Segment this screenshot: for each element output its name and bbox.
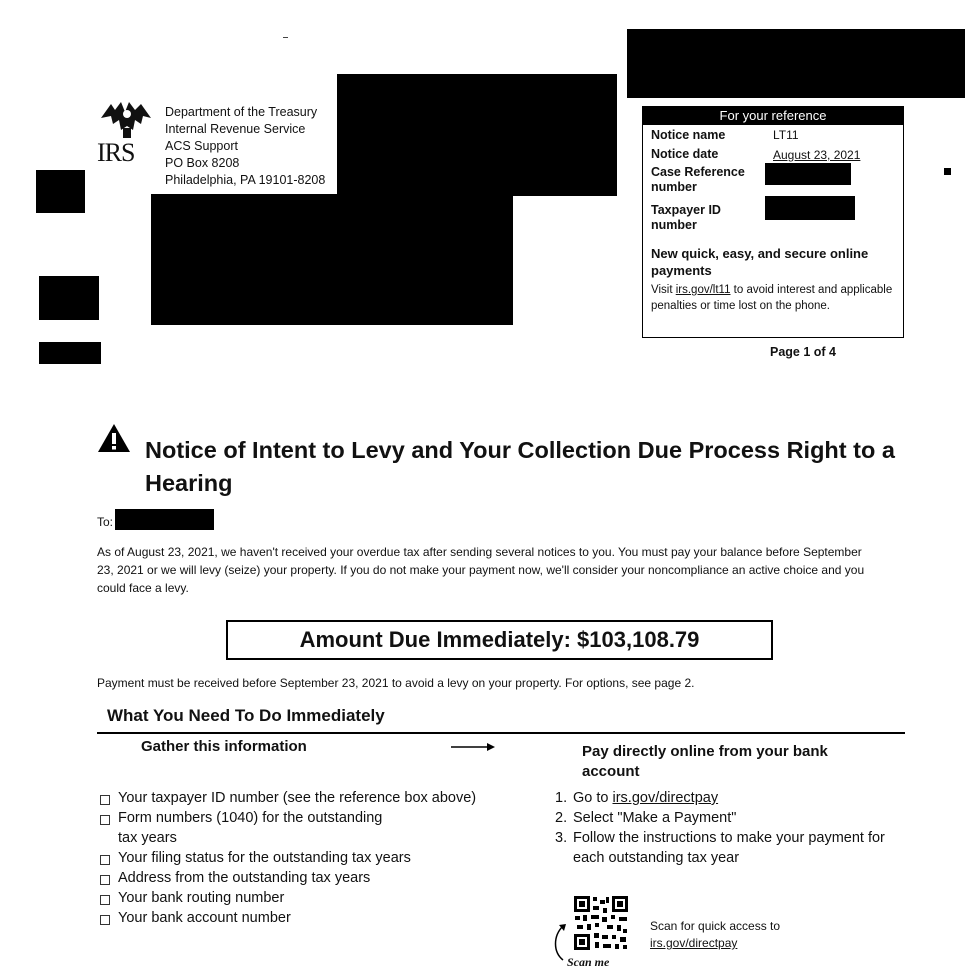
online-payments-text xyxy=(651,282,896,314)
step-item xyxy=(555,788,905,808)
scan-mark xyxy=(283,37,288,38)
scan-me-label: Scan me xyxy=(567,955,610,969)
redaction-block xyxy=(39,276,99,320)
address-line: Internal Revenue Service xyxy=(165,122,306,136)
checkbox-icon[interactable] xyxy=(100,915,110,925)
pay-online-heading: Pay directly online from your bank account xyxy=(582,743,828,780)
case-reference-label-line: Case Reference xyxy=(651,165,745,179)
directpay-link[interactable]: irs.gov/directpay xyxy=(612,790,719,806)
qr-code-icon[interactable] xyxy=(573,895,629,951)
checkbox-icon[interactable] xyxy=(100,815,110,825)
step-item xyxy=(555,808,905,828)
list-item xyxy=(100,808,520,848)
amount-due-box: Amount Due Immediately: $103,108.79 xyxy=(226,620,773,660)
list-item-text: Your taxpayer ID number (see the reference box above) xyxy=(118,790,477,806)
scan-instructions xyxy=(650,918,780,952)
list-item-text: Address from the outstanding tax years xyxy=(118,870,371,886)
reference-box xyxy=(642,106,904,338)
notice-title: Notice of Intent to Levy and Your Collection Due Process Right to a Hearing xyxy=(145,437,895,496)
taxpayer-id-label-line: number xyxy=(651,218,697,232)
address-line: ACS Support xyxy=(165,139,238,153)
section-title: What You Need To Do Immediately xyxy=(107,706,385,725)
step-number: 2. xyxy=(555,810,568,826)
redaction-block xyxy=(627,29,965,98)
eagle-icon xyxy=(97,100,157,140)
irs-logo xyxy=(97,100,157,170)
scan-dot xyxy=(944,168,951,175)
checkbox-icon[interactable] xyxy=(100,875,110,885)
scan-link[interactable]: irs.gov/directpay xyxy=(650,936,738,950)
online-payments-text-prefix: Visit xyxy=(651,284,676,296)
list-item xyxy=(100,888,520,908)
checkbox-icon[interactable] xyxy=(100,795,110,805)
step-text: Go to xyxy=(573,790,613,806)
step-text: Select "Make a Payment" xyxy=(573,810,737,826)
notice-name-label: Notice name xyxy=(651,128,726,142)
checkbox-icon[interactable] xyxy=(100,895,110,905)
step-number: 3. xyxy=(555,830,568,846)
address-line: Department of the Treasury xyxy=(165,105,318,119)
online-payments-text-suffix: to avoid interest and applicable penalties or time lost on the phone. xyxy=(651,284,893,312)
redaction-block xyxy=(765,163,851,185)
checkbox-icon[interactable] xyxy=(100,855,110,865)
taxpayer-id-label xyxy=(651,203,721,233)
redaction-block xyxy=(39,342,101,364)
list-item-text: Your bank account number xyxy=(118,910,291,926)
step-text: Follow the instructions to make your payment for each outstanding tax year xyxy=(573,830,885,866)
step-item xyxy=(555,828,905,868)
case-reference-label xyxy=(651,165,745,195)
list-item xyxy=(100,908,520,928)
section-divider xyxy=(97,732,905,734)
warning-icon xyxy=(97,423,131,453)
case-reference-label-line: number xyxy=(651,180,697,194)
list-item-text: Form numbers (1040) for the outstanding tax years xyxy=(118,810,383,846)
scan-text: Scan for quick access to xyxy=(650,919,781,933)
gather-checklist xyxy=(100,788,520,928)
payment-steps xyxy=(555,788,905,868)
payment-deadline-note: Payment must be received before September 23, 2021 to avoid a levy on your property. For options, see page 2. xyxy=(97,676,695,690)
online-payments-title: New quick, easy, and secure online payments xyxy=(651,246,869,278)
address-line: PO Box 8208 xyxy=(165,156,240,170)
list-item xyxy=(100,868,520,888)
sender-address xyxy=(165,104,325,189)
irs-lt11-link[interactable]: irs.gov/lt11 xyxy=(675,284,731,296)
gather-heading: Gather this information xyxy=(141,738,307,755)
redaction-block xyxy=(36,170,85,213)
redaction-block xyxy=(151,194,513,325)
notice-date-label: Notice date xyxy=(651,147,719,161)
list-item xyxy=(100,788,520,808)
redaction-block xyxy=(765,196,855,220)
redaction-block xyxy=(115,509,214,530)
right-arrow-icon xyxy=(451,740,495,754)
step-number: 1. xyxy=(555,790,568,806)
notice-date-value: August 23, 2021 xyxy=(773,148,861,162)
to-label: To: xyxy=(97,515,114,529)
intro-paragraph: As of August 23, 2021, we haven't received your overdue tax after sending several notices to you. You must pay your balance before September 23, 2021 or we will levy (seize) your property. If you do not make your payment now, we'll consider your noncompliance an active choice and you could face a levy. xyxy=(97,545,865,595)
irs-logo-text: IRS xyxy=(97,138,135,167)
notice-name-value: LT11 xyxy=(773,128,799,142)
taxpayer-id-label-line: Taxpayer ID xyxy=(651,203,721,217)
list-item-text: Your filing status for the outstanding tax years xyxy=(118,850,411,866)
page-indicator: Page 1 of 4 xyxy=(770,345,836,359)
redaction-block xyxy=(337,74,617,196)
address-line: Philadelphia, PA 19101-8208 xyxy=(165,173,326,187)
list-item-text: Your bank routing number xyxy=(118,890,285,906)
list-item xyxy=(100,848,520,868)
reference-header: For your reference xyxy=(643,107,903,125)
